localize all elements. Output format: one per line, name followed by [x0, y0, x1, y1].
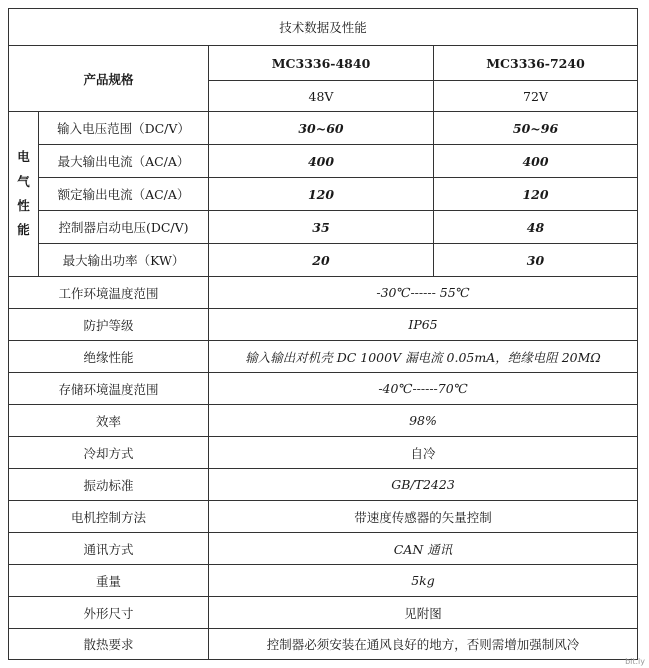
elec-value: 35 [209, 211, 434, 244]
general-label: 散热要求 [9, 629, 209, 660]
table-title: 技术数据及性能 [9, 9, 638, 46]
model-1: MC3336-4840 [209, 46, 434, 81]
general-value: CAN 通讯 [209, 533, 638, 565]
elec-value: 30~60 [209, 112, 434, 145]
elec-value: 120 [209, 178, 434, 211]
spec-label: 产品规格 [9, 46, 209, 112]
general-value: -30℃------ 55℃ [209, 277, 638, 309]
elec-value: 400 [434, 145, 638, 178]
general-value: -40℃------70℃ [209, 373, 638, 405]
general-value: 见附图 [209, 597, 638, 629]
general-value: 5kg [209, 565, 638, 597]
general-label: 重量 [9, 565, 209, 597]
elec-label: 额定输出电流（AC/A） [39, 178, 209, 211]
elec-label: 控制器启动电压(DC/V) [39, 211, 209, 244]
general-label: 绝缘性能 [9, 341, 209, 373]
elec-label: 输入电压范围（DC/V） [39, 112, 209, 145]
general-value: IP65 [209, 309, 638, 341]
general-label: 振动标准 [9, 469, 209, 501]
general-value: GB/T2423 [209, 469, 638, 501]
elec-value: 120 [434, 178, 638, 211]
general-label: 防护等级 [9, 309, 209, 341]
elec-value: 400 [209, 145, 434, 178]
general-value: 带速度传感器的矢量控制 [209, 501, 638, 533]
elec-value: 50~96 [434, 112, 638, 145]
general-label: 效率 [9, 405, 209, 437]
elec-value: 30 [434, 244, 638, 277]
general-label: 存储环境温度范围 [9, 373, 209, 405]
elec-label: 最大输出电流（AC/A） [39, 145, 209, 178]
general-value: 98% [209, 405, 638, 437]
model-2: MC3336-7240 [434, 46, 638, 81]
general-label: 冷却方式 [9, 437, 209, 469]
voltage-1: 48V [209, 81, 434, 112]
general-value: 控制器必须安装在通风良好的地方，否则需增加强制风冷 [209, 629, 638, 660]
general-label: 通讯方式 [9, 533, 209, 565]
general-label: 工作环境温度范围 [9, 277, 209, 309]
general-label: 外形尺寸 [9, 597, 209, 629]
elec-value: 20 [209, 244, 434, 277]
electrical-group-label: 电 气 性 能 [9, 112, 39, 277]
general-label: 电机控制方法 [9, 501, 209, 533]
elec-value: 48 [434, 211, 638, 244]
spec-table [8, 8, 638, 660]
general-value: 自冷 [209, 437, 638, 469]
watermark: bit.ly [625, 657, 645, 666]
voltage-2: 72V [434, 81, 638, 112]
general-value: 输入输出对机壳 DC 1000V 漏电流 0.05mA，绝缘电阻 20MΩ [209, 341, 638, 373]
elec-label: 最大输出功率（KW） [39, 244, 209, 277]
